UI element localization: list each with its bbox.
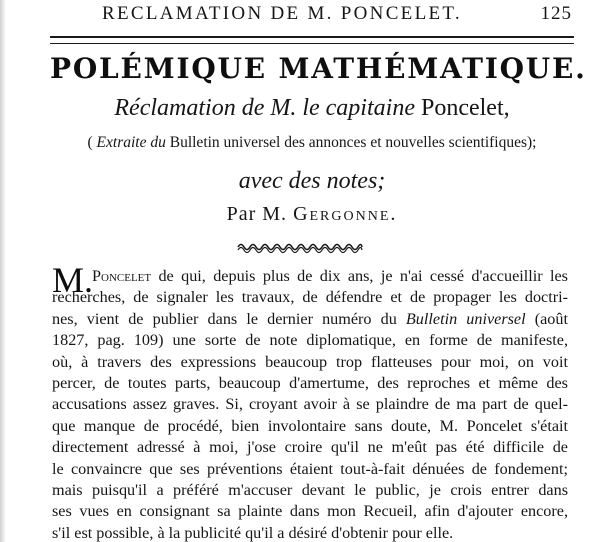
article-title: POLÉMIQUE MATHÉMATIQUE. <box>50 52 587 85</box>
body-line <box>52 373 568 394</box>
text-run: recherches, de signaler les travaux, de défendre et de propager les doctri- <box>52 288 568 307</box>
extract-italic: Extraite du <box>96 134 166 151</box>
body-paragraph <box>52 266 568 542</box>
author-line <box>50 203 574 226</box>
notes-line: avec des notes; <box>238 168 386 194</box>
body-line <box>52 266 568 287</box>
text-run: nes, vient de publier dans le dernier numéro du <box>52 309 406 328</box>
body-line <box>52 287 568 308</box>
text-run: le convaincre que ses préventions étaient tout-à-fait dénuées de fondement; <box>52 459 568 478</box>
running-head-title: RECLAMATION DE M. PONCELET. <box>102 3 462 24</box>
author-prefix: Par M. <box>226 203 288 225</box>
body-line <box>52 501 568 522</box>
body-line <box>52 437 568 458</box>
text-run: que manque de procédé, bien involontaire sans doute, M. Poncelet s'était <box>52 416 568 435</box>
text-run: de qui, depuis plus de dix ans, je n'ai cessé d'accueillir les <box>151 267 568 285</box>
text-run: où, à travers des expressions beaucoup trop flatteuses pour moi, on voit <box>52 352 568 371</box>
ornament-divider <box>236 240 364 254</box>
page-number: 125 <box>540 3 572 24</box>
page-gutter-shadow <box>0 0 6 542</box>
text-run: s'il est possible, à la publicité qu'il a désiré d'obtenir pour elle. <box>52 523 454 542</box>
body-line <box>52 352 568 373</box>
subtitle-name: Poncelet, <box>420 95 510 121</box>
text-run: directement adressé à moi, j'ose croire qu'il ne m'eût pas été difficile de <box>52 438 568 457</box>
text-run: (août <box>525 309 568 328</box>
body-line <box>52 416 568 437</box>
body-line <box>52 330 568 351</box>
body-line <box>52 459 568 480</box>
header-double-rule <box>50 36 574 44</box>
text-run: Poncelet <box>92 267 152 285</box>
text-run: mais puisqu'il a préféré m'accuser devant le public, je crois entrer dans <box>52 480 568 499</box>
text-run: Bulletin universel <box>405 309 526 328</box>
extract-line <box>50 134 574 152</box>
extract-open-paren: ( <box>87 134 93 151</box>
body-line <box>52 309 568 330</box>
text-run: ses vues en consignant sa plainte dans mon Recueil, afin d'ajouter encore, <box>52 502 568 521</box>
body-line <box>52 523 568 542</box>
running-head <box>102 3 572 25</box>
text-run: percer, de toutes parts, beaucoup d'amertume, des reproches et même des <box>52 373 568 392</box>
text-run: accusations assez graves. Si, croyant avoir à se plaindre de ma part de quel- <box>52 395 568 414</box>
article-subtitle <box>50 95 574 122</box>
author-name: Gergonne. <box>293 203 398 225</box>
drop-cap: M. <box>52 260 94 300</box>
body-line <box>52 480 568 501</box>
text-run: 1827, pag. 109) une sorte de note diplomatique, en forme de manifeste, <box>52 331 568 350</box>
body-line <box>52 394 568 415</box>
subtitle-prefix: Réclamation de M. le capitaine <box>114 95 415 121</box>
extract-rest: Bulletin universel des annonces et nouvelles scientifiques); <box>169 134 537 151</box>
